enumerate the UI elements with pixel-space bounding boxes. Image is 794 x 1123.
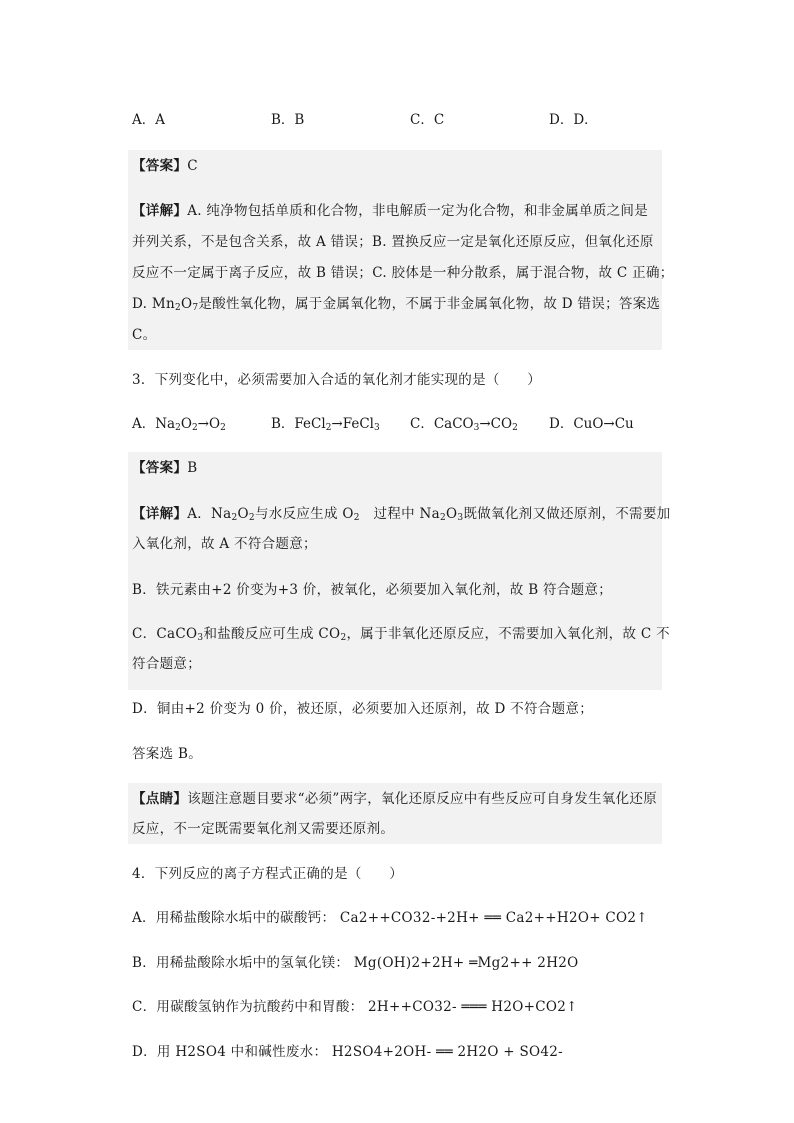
q4-option-c: C．用碳酸氢钠作为抗酸药中和胃酸： 2H++CO32- ═══ H2O+CO2↑: [132, 999, 578, 1015]
q3-tip-line-2: 反应，不一定既需要氧化剂又需要还原剂。: [132, 821, 395, 837]
q3-option-b: B．FeCl$_2$→FeCl$_3$: [271, 416, 380, 433]
q3-detail-b: B．铁元素由+2 价变为+3 价，被氧化，必须要加入氧化剂，故 B 符合题意；: [132, 582, 613, 598]
q2-option-d: D．D．: [549, 112, 598, 128]
q3-detail-conclusion: 答案选 B。: [132, 746, 203, 762]
q3-detail-line-2: 入氧化剂，故 A 不符合题意；: [132, 536, 317, 552]
q3-detail-c-cont: 符合题意；: [132, 656, 201, 672]
q4-stem: 4．下列反应的离子方程式正确的是（ ）: [132, 866, 404, 882]
q3-answer-block: [128, 452, 662, 690]
q3-stem: 3．下列变化中，必须需要加入合适的氧化剂才能实现的是（ ）: [132, 372, 542, 388]
q2-option-a: A．A: [132, 112, 165, 128]
q3-option-a: A．$Na_2O_2\to O_2$: [132, 416, 226, 433]
q4-option-d: D．用 H2SO4 中和碱性废水： H2SO4+2OH- ══ 2H2O + SO42-: [132, 1044, 564, 1060]
q3-tip-line-1: 【点睛】该题注意题目要求“必须”两字，氧化还原反应中有些反应可自身发生氧化还原: [132, 791, 658, 807]
q2-answer: 【答案】C: [132, 158, 198, 174]
q2-option-c: C．C: [410, 112, 445, 128]
q4-option-b: B．用稀盐酸除水垢中的氢氧化镁： Mg(OH)2+2H+ ═Mg2++ 2H2O: [132, 955, 579, 971]
q2-option-b: B．B: [271, 112, 305, 128]
q2-detail-line-2: 并列关系，不是包含关系，故 A 错误；B. 置换反应一定是氧化还原反应，但氧化还原: [132, 234, 654, 250]
q3-detail-d: D．铜由+2 价变为 0 价，被还原，必须要加入还原剂，故 D 不符合题意；: [132, 701, 593, 717]
q3-option-d: D．CuO→Cu: [549, 416, 634, 432]
q2-detail-line-4: D. $Mn_2O_7$是酸性氧化物，属于金属氧化物，不属于非金属氧化物，故 D 错误；答案选: [132, 296, 661, 313]
q2-detail-line-5: C。: [132, 327, 157, 343]
q3-answer: 【答案】B: [132, 460, 198, 476]
q3-option-c: C．$CaCO_3\to CO_2$: [410, 416, 518, 433]
q2-detail-line-3: 反应不一定属于离子反应，故 B 错误；C. 胶体是一种分散系，属于混合物，故 C 正确；: [132, 265, 674, 281]
q4-option-a: A．用稀盐酸除水垢中的碳酸钙： Ca2++CO32-+2H+ ══ Ca2++H2O+ CO2↑: [132, 910, 648, 926]
q3-detail-c: C．CaCO$_3$和盐酸反应可生成 $CO_2$，属于非氧化还原反应，不需要加入氧化剂，故 C 不: [132, 626, 670, 643]
q3-detail-line-1: 【详解】A．$Na_2O_2$与水反应生成 $O_2$ 过程中 $Na_2O_3$既做氧化剂又做还原剂，不需要加: [132, 506, 671, 523]
q2-detail-line-1: 【详解】A. 纯净物包括单质和化合物，非电解质一定为化合物，和非金属单质之间是: [132, 203, 649, 219]
